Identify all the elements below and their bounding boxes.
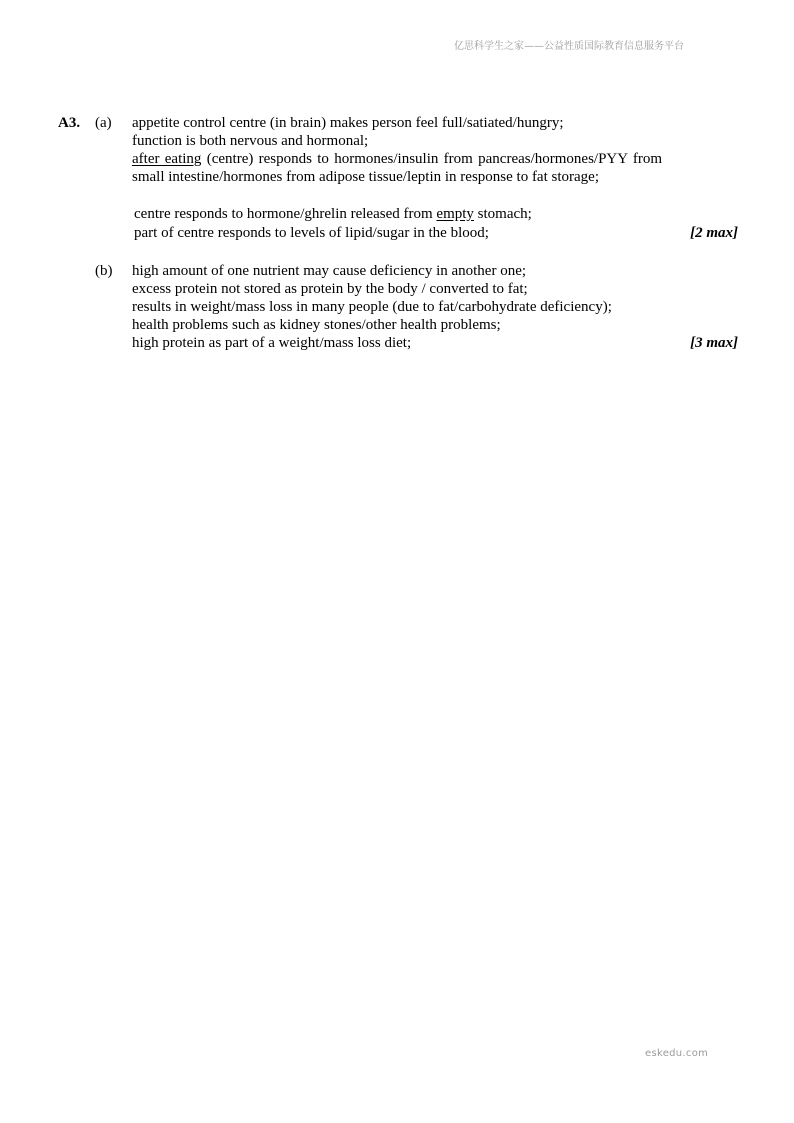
part-b-answer-1: high amount of one nutrient may cause deficiency in another one; (132, 263, 527, 279)
question-number: A3. (58, 115, 81, 131)
part-b-label: (b) (95, 263, 113, 279)
part-b-marks: [3 max] (690, 335, 738, 351)
part-a-marks: [2 max] (690, 225, 738, 241)
part-b-answer-3: results in weight/mass loss in many people (due to fat/carbohydrate deficiency); (132, 299, 612, 315)
underlined-after-eating: after eating (132, 151, 202, 167)
part-a-answer-4 (134, 205, 532, 223)
part-a-answer-3-text: (centre) responds to hormones/insulin from pancreas/hormones/PYY from small intestine/hormones from adipose tissue/leptin in response to fat storage; (132, 151, 662, 186)
part-b-answer-5: high protein as part of a weight/mass loss diet; (132, 335, 412, 351)
part-b-answer-2: excess protein not stored as protein by the body / converted to fat; (132, 281, 528, 297)
part-b-answer-4: health problems such as kidney stones/other health problems; (132, 317, 501, 333)
underlined-empty: empty (436, 206, 474, 222)
part-a-answer-4-end: stomach; (473, 206, 532, 222)
part-a-answer-1: appetite control centre (in brain) makes person feel full/satiated/hungry; (132, 115, 564, 131)
part-a-answer-5: part of centre responds to levels of lipid/sugar in the blood; (134, 225, 489, 241)
part-a-answer-3 (132, 150, 662, 187)
page-footer: eskedu.com (645, 1048, 709, 1059)
part-a-answer-4-start: centre responds to hormone/ghrelin released from (134, 206, 437, 222)
page-header: 亿思科学生之家——公益性质国际教育信息服务平台 (454, 41, 684, 52)
part-a-answer-2: function is both nervous and hormonal; (132, 133, 369, 149)
part-a-label: (a) (95, 115, 112, 131)
